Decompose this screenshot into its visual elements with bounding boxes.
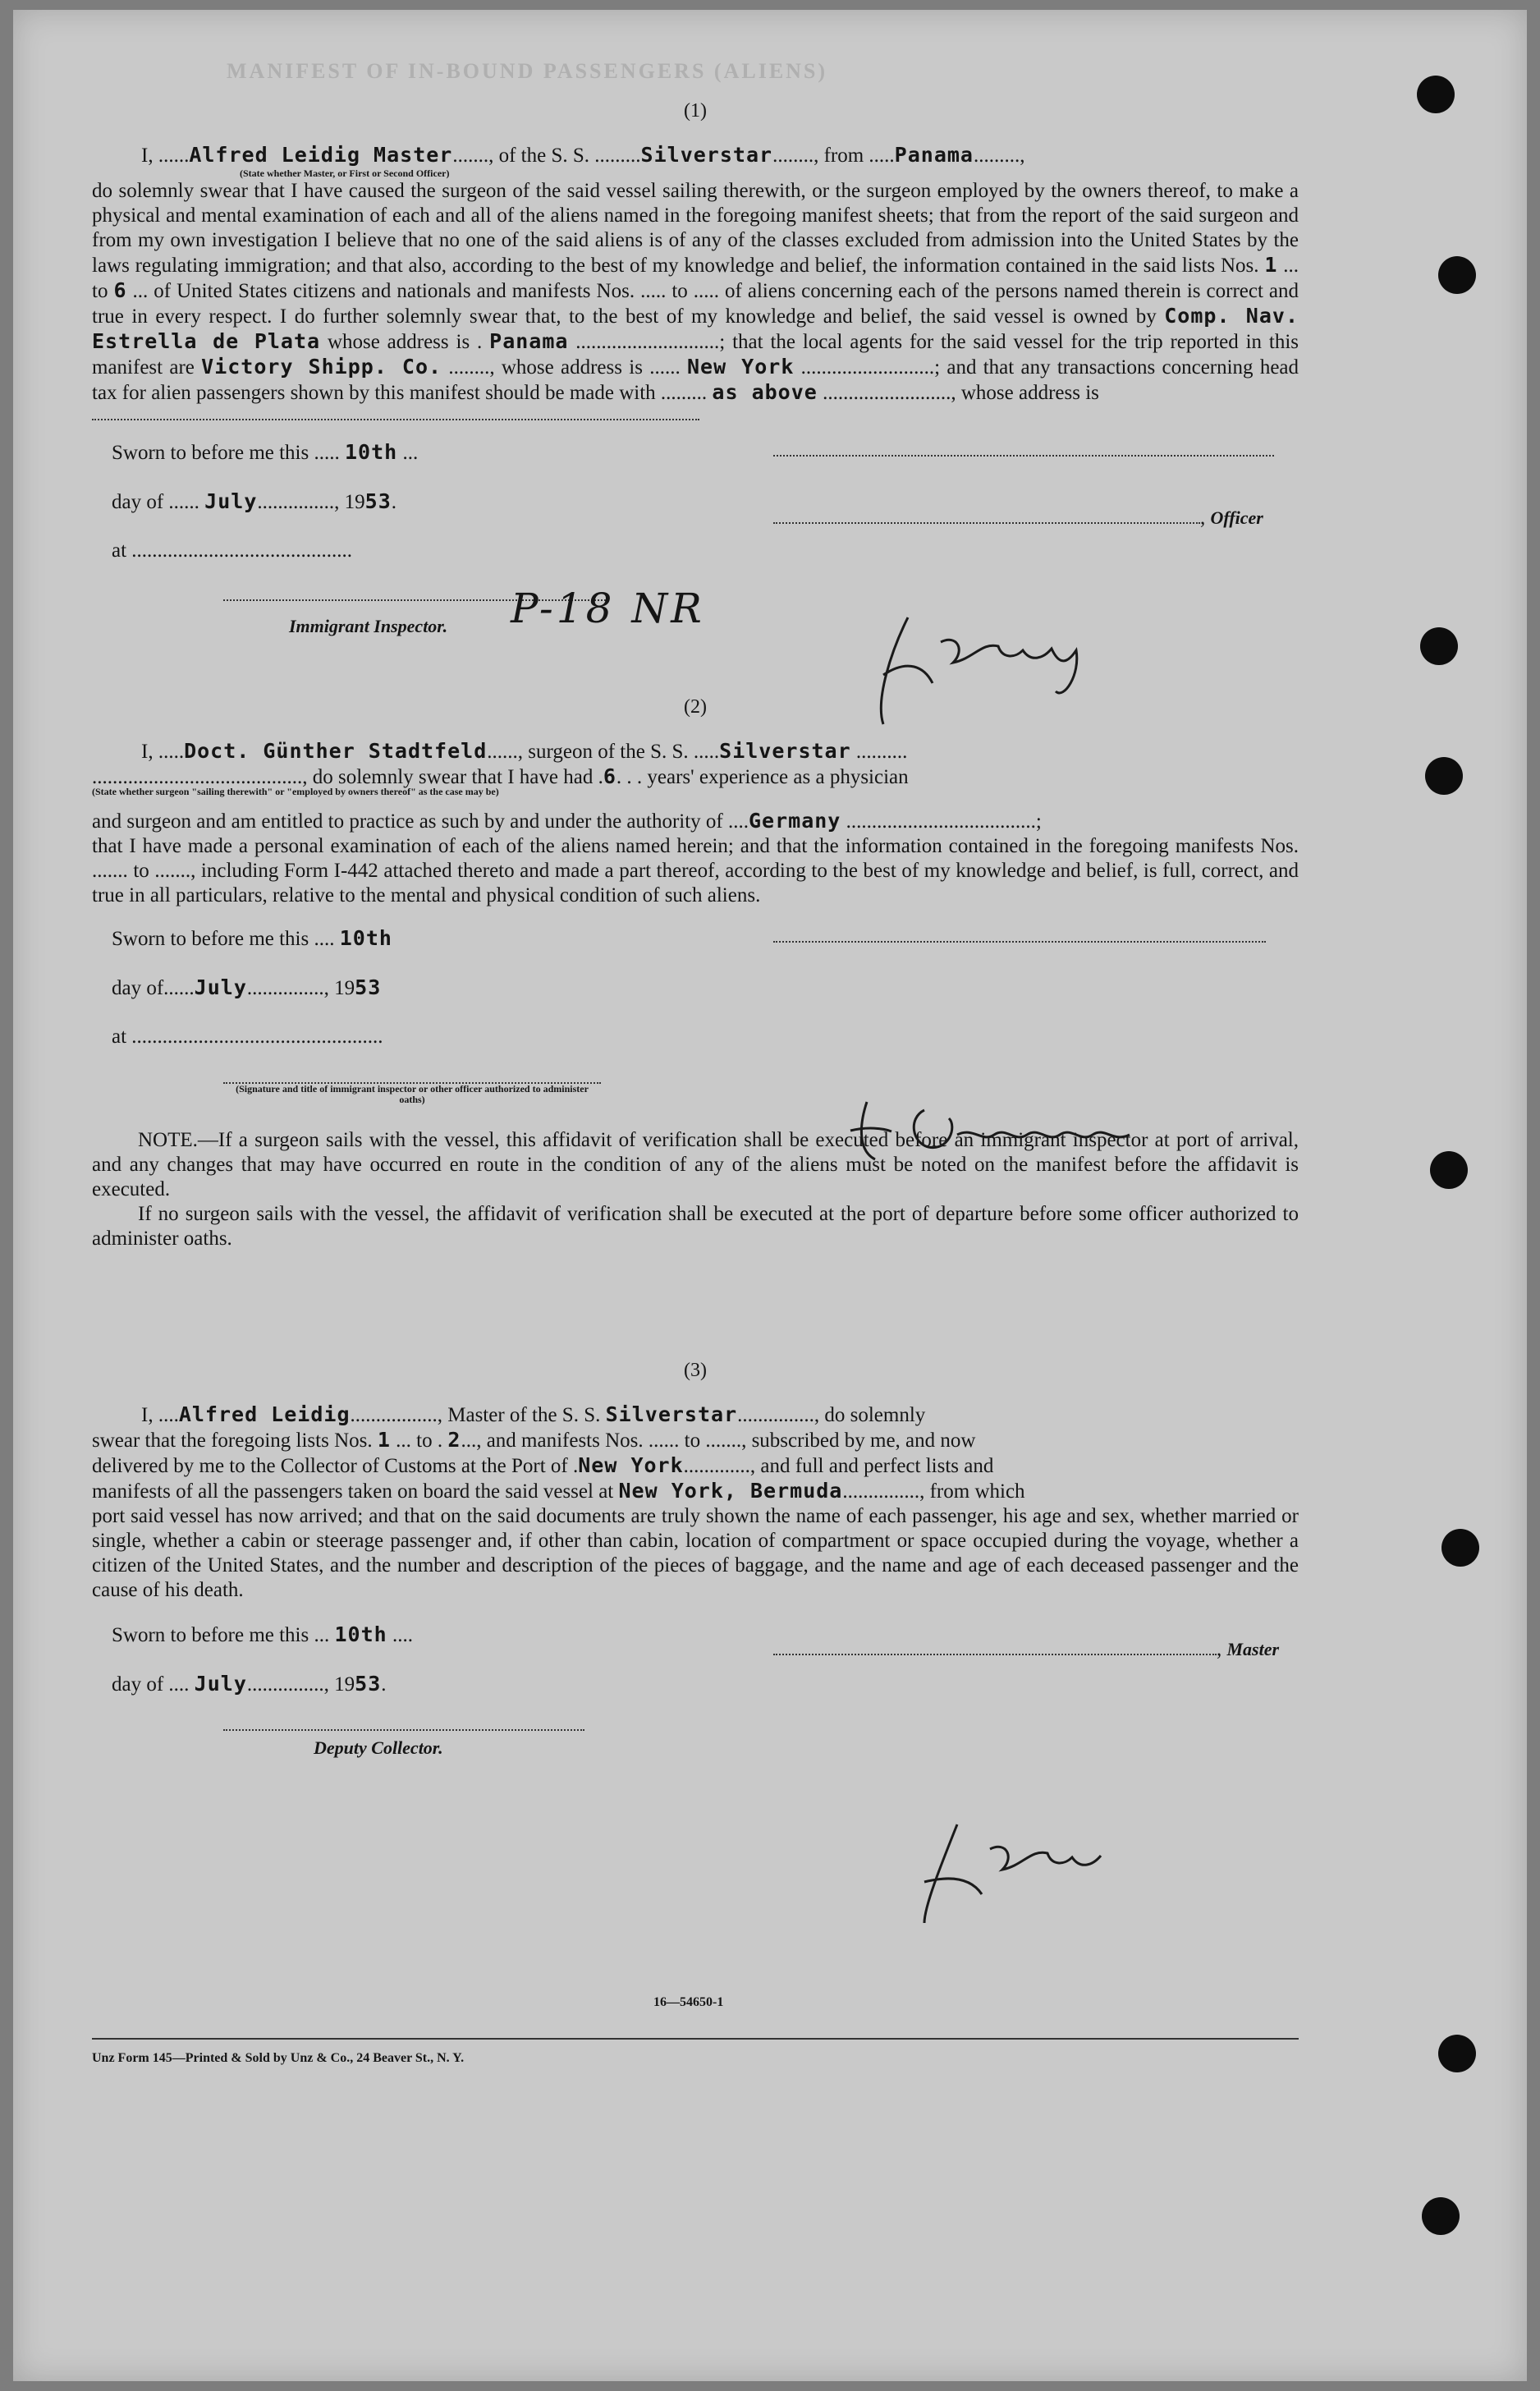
inspector-initials: P-18 NR bbox=[511, 585, 705, 632]
section-1-number: (1) bbox=[684, 100, 707, 122]
ports-boarded: New York, Bermuda bbox=[618, 1479, 843, 1503]
footer-divider bbox=[92, 2038, 1299, 2040]
inspector-label: Immigrant Inspector. bbox=[289, 616, 448, 636]
section-2-sworn-row: Sworn to before me this .... 10th bbox=[92, 926, 1299, 975]
header-stamp: MANIFEST OF IN-BOUND PASSENGERS (ALIENS) bbox=[227, 59, 828, 83]
section-3-line-4: manifests of all the passengers taken on board the said vessel at New York, Bermuda..............., from which bbox=[92, 1479, 1025, 1503]
agents-name: Victory Shipp. Co. bbox=[201, 355, 442, 379]
state-note: (State whether Master, or First or Second Officer) bbox=[240, 168, 450, 179]
note-paragraph-1: NOTE.—If a surgeon sails with the vessel, this affidavit of verification shall be executed before an immigrant inspector at port of arrival, and any changes that may have occurred en route in the condition of any of the aliens must be noted on the manifest before the affidavit is executed. bbox=[92, 1129, 1299, 1200]
section-2-body: that I have made a personal examination of each of the aliens named herein; and that the information contained in the foregoing manifests Nos. ....... to ......., including Form I-442 attached thereto and made a part thereof, according to the best of my knowledge and belief, is full, correct, and true in all particulars, relative to the mental and physical condition of such aliens. bbox=[92, 835, 1299, 906]
document-page bbox=[13, 10, 1527, 2381]
officer-label: Officer bbox=[1210, 507, 1263, 528]
section-2-at-row: at ................................................. bbox=[112, 1026, 383, 1048]
section-2-line-2: ........................................., do solemnly swear that I have had .6. . . years' experience as a physician bbox=[92, 764, 909, 788]
surgeon-signature bbox=[834, 1077, 1212, 1176]
section-2-sig-note: (Signature and title of immigrant inspector or other officer authorized to administer oaths) bbox=[236, 1083, 589, 1105]
port-of-arrival: New York bbox=[578, 1453, 684, 1477]
note-paragraph-2: If no surgeon sails with the vessel, the affidavit of verification shall be executed at the port of departure before some officer authorized to administer oaths. bbox=[92, 1203, 1299, 1250]
master-name: Alfred Leidig Master bbox=[189, 143, 453, 167]
section-3-date-row: day of .... July..............., 1953. bbox=[112, 1672, 387, 1696]
surgeon-name: Doct. Günther Stadtfeld bbox=[184, 739, 488, 763]
section-3-line-3: delivered by me to the Collector of Customs at the Port of .New York............., and full and perfect lists and bbox=[92, 1453, 994, 1477]
punch-hole bbox=[1420, 627, 1458, 665]
footer-imprint: Unz Form 145—Printed & Sold by Unz & Co., 24 Beaver St., N. Y. bbox=[92, 2051, 465, 2065]
years-experience: 6 bbox=[603, 764, 616, 788]
sworn-row: Sworn to before me this ..... 10th ... bbox=[92, 440, 1299, 489]
punch-hole bbox=[1417, 76, 1455, 113]
vessel-name: Silverstar bbox=[640, 143, 773, 167]
section-2-line-1: I, .....Doct. Günther Stadtfeld......, surgeon of the S. S. .....Silverstar .......... bbox=[141, 739, 908, 763]
section-3-sworn-row: Sworn to before me this ... 10th .... , Master bbox=[112, 1622, 1280, 1660]
sworn-at-row: at ........................................... bbox=[112, 539, 353, 562]
dotted-line bbox=[92, 406, 699, 420]
section-2-date-row: day of......July..............., 1953 bbox=[112, 975, 382, 999]
punch-hole bbox=[1441, 1529, 1479, 1567]
from-port: Panama bbox=[894, 143, 974, 167]
surgeon-state-note: (State whether surgeon "sailing therewith" or "employed by owners thereof" as the case may be) bbox=[92, 786, 499, 797]
owner-name: Comp. Nav. Estrella de Plata bbox=[92, 304, 1299, 353]
punch-hole bbox=[1430, 1151, 1468, 1189]
section-2-number: (2) bbox=[684, 696, 707, 718]
collector-sig-line bbox=[223, 1721, 584, 1731]
master-name-3: Alfred Leidig bbox=[178, 1402, 351, 1426]
section-3-number: (3) bbox=[684, 1360, 707, 1381]
section-1-body: do solemnly swear that I have caused the surgeon of the said vessel sailing therewith, or the surgeon employed by the owners thereof, to make a physical and mental examination of each and all of the aliens named in the foregoing manifest sheets; that from the report of the said surgeon and from my own investigation I believe that no one of the said aliens is of any of the classes excluded from admission into the United States by the laws regulating immigration; and that also, according to the best of my knowledge and belief, the information contained in the said lists Nos. 1 ... to 6 ... of United States citizens and nationals and manifests Nos. ..... to ..... of aliens concerning each of the persons named therein is correct and true in every respect. I do further solemnly swear that, to the best of my knowledge and belief, the said vessel is owned by Comp. Nav. Estrella de Plata whose address is . Panama ............................; that the local agents for the said vessel for the trip reported in this manifest are Victory Shipp. Co. ........, whose address is ...... New York ..........................; and that any transactions concerning head tax for alien passengers shown by this manifest should be made with ......... as above ........................., whose address is bbox=[92, 180, 1299, 404]
section-2-line-3: and surgeon and am entitled to practice as such by and under the authority of ....Germany .....................................; bbox=[92, 809, 1042, 833]
authority: Germany bbox=[749, 809, 841, 833]
collector-label: Deputy Collector. bbox=[314, 1737, 443, 1758]
sworn-date-row: day of ...... July..............., 1953. , Officer bbox=[112, 489, 1263, 529]
punch-hole bbox=[1438, 256, 1476, 294]
form-number: 16—54650-1 bbox=[653, 1995, 724, 2009]
punch-hole bbox=[1422, 2197, 1460, 2235]
section-3-line-1: I, ....Alfred Leidig................., Master of the S. S. Silverstar..............., do solemnly bbox=[141, 1402, 926, 1426]
master-label: Master bbox=[1226, 1639, 1280, 1659]
affidavit-content bbox=[92, 92, 1299, 1760]
section-1-line-1: I, ......Alfred Leidig Master......., of the S. S. .........Silverstar........, from .....Panama........., bbox=[141, 143, 1025, 167]
section-3-line-2: swear that the foregoing lists Nos. 1 ... to . 2..., and manifests Nos. ...... to ......., subscribed by me, and now bbox=[92, 1428, 976, 1452]
master-signature bbox=[908, 1800, 1203, 1964]
punch-hole bbox=[1438, 2035, 1476, 2072]
punch-hole bbox=[1425, 757, 1463, 795]
officer-signature bbox=[859, 585, 1154, 749]
section-3-body: port said vessel has now arrived; and that on the said documents are truly shown the name of each passenger, his age and sex, whether married or single, whether a cabin or steerage passenger and, if other than cabin, location of compartment or space occupied during the voyage, whether a citizen of the United States, and the number and description of the pieces of baggage, and the name and age of each deceased passenger and the cause of his death. bbox=[92, 1505, 1299, 1601]
